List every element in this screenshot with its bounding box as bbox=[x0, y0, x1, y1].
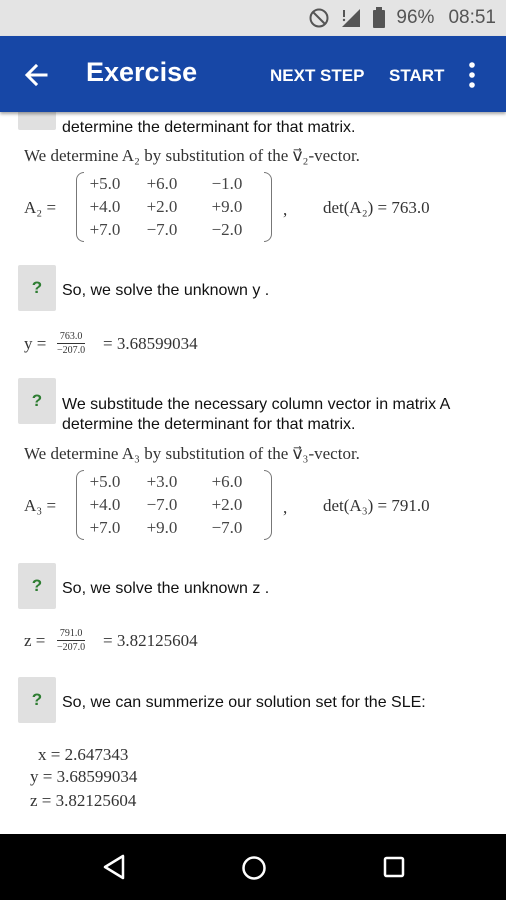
step-text: So, we solve the unknown z . bbox=[62, 580, 270, 597]
y-label: y = bbox=[24, 334, 47, 353]
comma: , bbox=[283, 200, 288, 219]
matrix-cell: −7.0 bbox=[211, 518, 243, 537]
y-numerator: 763.0 bbox=[59, 331, 83, 342]
a3-intro: We determine A₃ by substitution of the v⃗₃-vector. bbox=[24, 444, 360, 463]
matrix-cell: −7.0 bbox=[146, 220, 178, 239]
page-title: Exercise bbox=[86, 57, 198, 87]
status-bar bbox=[0, 0, 506, 36]
matrix-cell: +5.0 bbox=[89, 472, 121, 491]
solution-x: x = 2.647343 bbox=[38, 745, 129, 764]
do-not-disturb-icon bbox=[308, 7, 330, 29]
y-fraction bbox=[57, 331, 85, 356]
step-text: We substitude the necessary column vector in matrix A bbox=[62, 396, 451, 413]
matrix-cell: +7.0 bbox=[89, 220, 121, 239]
step-text: So, we solve the unknown y . bbox=[62, 282, 270, 299]
step-text: determine the determinant for that matrix. bbox=[62, 119, 356, 136]
nav-recents-icon[interactable] bbox=[383, 856, 405, 878]
matrix-cell: −2.0 bbox=[211, 220, 243, 239]
solution-y: y = 3.68599034 bbox=[30, 767, 138, 786]
help-button[interactable]: ? bbox=[18, 677, 56, 723]
help-button[interactable]: ? bbox=[18, 265, 56, 311]
a2-intro: We determine A₂ by substitution of the v⃗₂-vector. bbox=[24, 146, 360, 165]
matrix-cell: −7.0 bbox=[146, 495, 178, 514]
z-label: z = bbox=[24, 631, 46, 650]
clock: 08:51 bbox=[448, 7, 496, 28]
matrix-a3 bbox=[76, 470, 276, 540]
nav-back-icon[interactable] bbox=[102, 854, 126, 880]
help-button[interactable]: ? bbox=[18, 563, 56, 609]
comma: , bbox=[283, 498, 288, 517]
matrix-cell: +9.0 bbox=[146, 518, 178, 537]
a3-determinant: det(A₃) = 791.0 bbox=[323, 496, 430, 515]
step-text: determine the determinant for that matrix. bbox=[62, 416, 356, 433]
help-button[interactable]: ? bbox=[18, 378, 56, 424]
step-content[interactable] bbox=[0, 112, 506, 834]
matrix-cell: +2.0 bbox=[211, 495, 243, 514]
matrix-cell: +7.0 bbox=[89, 518, 121, 537]
y-denominator: −207.0 bbox=[57, 345, 86, 356]
matrix-cell: −1.0 bbox=[211, 174, 243, 193]
z-numerator: 791.0 bbox=[59, 628, 83, 639]
matrix-cell: +6.0 bbox=[211, 472, 243, 491]
step-text: So, we can summerize our solution set for the SLE: bbox=[62, 694, 426, 711]
matrix-cell: +6.0 bbox=[146, 174, 178, 193]
back-arrow-icon[interactable] bbox=[20, 58, 54, 92]
a3-label: A₃ = bbox=[24, 496, 57, 515]
more-vert-icon[interactable] bbox=[462, 60, 482, 90]
nav-home-icon[interactable] bbox=[241, 855, 267, 881]
a2-label: A₂ = bbox=[24, 198, 57, 217]
start-button[interactable]: START bbox=[389, 66, 445, 85]
battery-icon bbox=[372, 7, 386, 29]
z-denominator: −207.0 bbox=[57, 642, 86, 653]
y-value: = 3.68599034 bbox=[103, 334, 198, 353]
a2-determinant: det(A₂) = 763.0 bbox=[323, 198, 430, 217]
z-value: = 3.82125604 bbox=[103, 631, 198, 650]
matrix-cell: +3.0 bbox=[146, 472, 178, 491]
matrix-cell: +2.0 bbox=[146, 197, 178, 216]
matrix-cell: +5.0 bbox=[89, 174, 121, 193]
navigation-bar bbox=[0, 834, 506, 900]
solution-z: z = 3.82125604 bbox=[30, 791, 137, 810]
signal-icon bbox=[340, 7, 362, 29]
matrix-a2 bbox=[76, 172, 276, 242]
z-fraction bbox=[57, 628, 85, 653]
matrix-cell: +9.0 bbox=[211, 197, 243, 216]
next-step-button[interactable]: NEXT STEP bbox=[270, 66, 365, 85]
help-button[interactable] bbox=[18, 112, 56, 130]
app-bar bbox=[0, 36, 506, 112]
matrix-cell: +4.0 bbox=[89, 197, 121, 216]
matrix-cell: +4.0 bbox=[89, 495, 121, 514]
battery-percent: 96% bbox=[396, 7, 435, 28]
